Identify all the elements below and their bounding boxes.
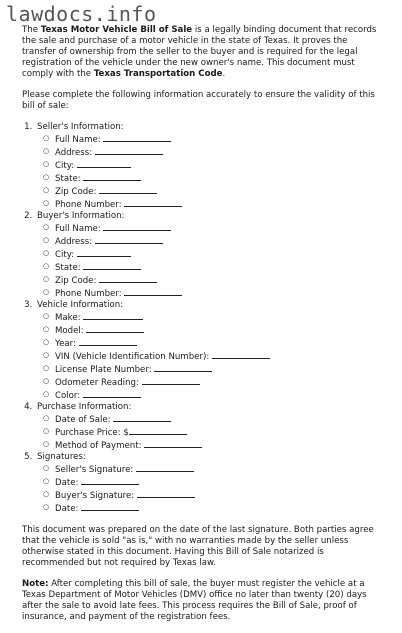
field-label: Address: — [55, 148, 93, 158]
intro-bold-title: Texas Motor Vehicle Bill of Sale — [40, 25, 193, 35]
section-signatures — [35, 452, 384, 515]
blank-line[interactable] — [83, 172, 141, 181]
blank-line[interactable] — [77, 248, 131, 257]
intro-bold-code: Texas Transportation Code — [93, 69, 223, 79]
field-seller-state — [55, 172, 384, 185]
blank-line[interactable] — [103, 133, 171, 142]
section-buyer — [35, 211, 384, 300]
blank-line[interactable] — [144, 439, 202, 448]
field-label: License Plate Number: — [55, 365, 152, 375]
field-seller-city — [55, 159, 384, 172]
blank-line[interactable] — [77, 159, 131, 168]
intro-text-2: is a legally binding document that records the sale and purchase of a motor vehicle in the state of Texas. It proves the transfer of ownership from the seller to the buyer and is required for the legal registration of the vehicle under the new owner's name. This document must comply with the — [22, 25, 377, 79]
blank-line[interactable] — [154, 363, 212, 372]
bill-of-sale-document — [22, 25, 384, 633]
field-buyer-zip — [55, 274, 384, 287]
field-label: State: — [55, 174, 81, 184]
field-label: Address: — [55, 237, 93, 247]
blank-line[interactable] — [79, 337, 137, 346]
field-label: Purchase Price: $ — [55, 428, 129, 438]
blank-line[interactable] — [83, 389, 141, 398]
field-buyer-full-name — [55, 222, 384, 235]
section-title: Buyer's Information: — [37, 211, 125, 221]
field-vehicle-make — [55, 311, 384, 324]
field-label: Buyer's Signature: — [55, 491, 135, 501]
field-list — [37, 413, 384, 452]
field-label: Phone Number: — [55, 289, 122, 299]
blank-line[interactable] — [81, 476, 139, 485]
blank-line[interactable] — [136, 463, 194, 472]
blank-line[interactable] — [99, 185, 157, 194]
field-vehicle-vin — [55, 350, 384, 363]
field-list — [37, 311, 384, 402]
section-title: Signatures: — [37, 452, 86, 462]
blank-line[interactable] — [142, 376, 200, 385]
field-seller-zip — [55, 185, 384, 198]
blank-line[interactable] — [137, 489, 195, 498]
blank-line[interactable] — [95, 235, 163, 244]
field-label: Seller's Signature: — [55, 465, 134, 475]
section-title: Vehicle Information: — [37, 300, 124, 310]
blank-line[interactable] — [95, 146, 163, 155]
section-title: Purchase Information: — [37, 402, 132, 412]
field-label: Model: — [55, 326, 84, 336]
field-seller-signature — [55, 463, 384, 476]
site-watermark: lawdocs.info — [6, 2, 157, 26]
field-buyer-address — [55, 235, 384, 248]
field-seller-phone — [55, 198, 384, 211]
field-label: Full Name: — [55, 135, 101, 145]
sections-list — [22, 122, 384, 515]
field-seller-date — [55, 476, 384, 489]
section-vehicle — [35, 300, 384, 402]
field-label: City: — [55, 161, 75, 171]
field-label: Color: — [55, 391, 81, 401]
field-payment-method — [55, 439, 384, 452]
field-list — [37, 133, 384, 211]
blank-line[interactable] — [86, 324, 144, 333]
blank-line[interactable] — [99, 274, 157, 283]
field-label: Zip Code: — [55, 276, 97, 286]
field-buyer-date — [55, 502, 384, 515]
field-buyer-city — [55, 248, 384, 261]
field-vehicle-color — [55, 389, 384, 402]
field-label: State: — [55, 263, 81, 273]
field-label: Date: — [55, 504, 79, 514]
field-vehicle-year — [55, 337, 384, 350]
field-label: Zip Code: — [55, 187, 97, 197]
note-text: After completing this bill of sale, the buyer must register the vehicle at a Texas Department of Motor Vehicles (DMV) office no later than twenty (20) days after the sale to avoid late fees. This process requires the Bill of Sale, proof of insurance, and payment of the registration fees. — [22, 579, 367, 622]
field-label: Date of Sale: — [55, 415, 111, 425]
section-purchase — [35, 402, 384, 452]
field-label: Year: — [55, 339, 76, 349]
field-label: Make: — [55, 313, 81, 323]
note-label: Note: — [22, 579, 49, 589]
field-buyer-state — [55, 261, 384, 274]
field-vehicle-plate — [55, 363, 384, 376]
blank-line[interactable] — [83, 311, 143, 320]
field-label: City: — [55, 250, 75, 260]
closing-paragraph: This document was prepared on the date of the last signature. Both parties agree that the vehicle is sold "as is," with no warranties made by the seller unless otherwise stated in this document. Having this Bill of Sale notarized is recommended but not required by Texas law. — [22, 525, 374, 568]
field-vehicle-odometer — [55, 376, 384, 389]
field-list — [37, 463, 384, 515]
field-label: Date: — [55, 478, 79, 488]
blank-line[interactable] — [124, 287, 182, 296]
field-seller-full-name — [55, 133, 384, 146]
field-label: VIN (Vehicle Identification Number): — [55, 352, 210, 362]
instruction-paragraph: Please complete the following information accurately to ensure the validity of this bill of sale: — [22, 90, 375, 111]
field-label: Method of Payment: — [55, 441, 142, 451]
field-label: Odometer Reading: — [55, 378, 139, 388]
intro-text-3: . — [222, 69, 226, 79]
field-buyer-signature — [55, 489, 384, 502]
section-seller — [35, 122, 384, 211]
field-buyer-phone — [55, 287, 384, 300]
blank-line[interactable] — [129, 426, 187, 435]
field-seller-address — [55, 146, 384, 159]
blank-line[interactable] — [103, 222, 171, 231]
field-label: Phone Number: — [55, 200, 122, 210]
note-paragraph — [22, 579, 384, 623]
blank-line[interactable] — [81, 502, 139, 511]
field-label: Full Name: — [55, 224, 101, 234]
intro-text-1: The — [22, 25, 41, 35]
field-list — [37, 222, 384, 300]
field-vehicle-model — [55, 324, 384, 337]
intro-paragraph — [22, 25, 384, 80]
blank-line[interactable] — [124, 198, 182, 207]
field-purchase-price — [55, 426, 384, 439]
blank-line[interactable] — [83, 261, 141, 270]
field-date-of-sale — [55, 413, 384, 426]
blank-line[interactable] — [113, 413, 171, 422]
blank-line[interactable] — [212, 350, 270, 359]
section-title: Seller's Information: — [37, 122, 124, 132]
